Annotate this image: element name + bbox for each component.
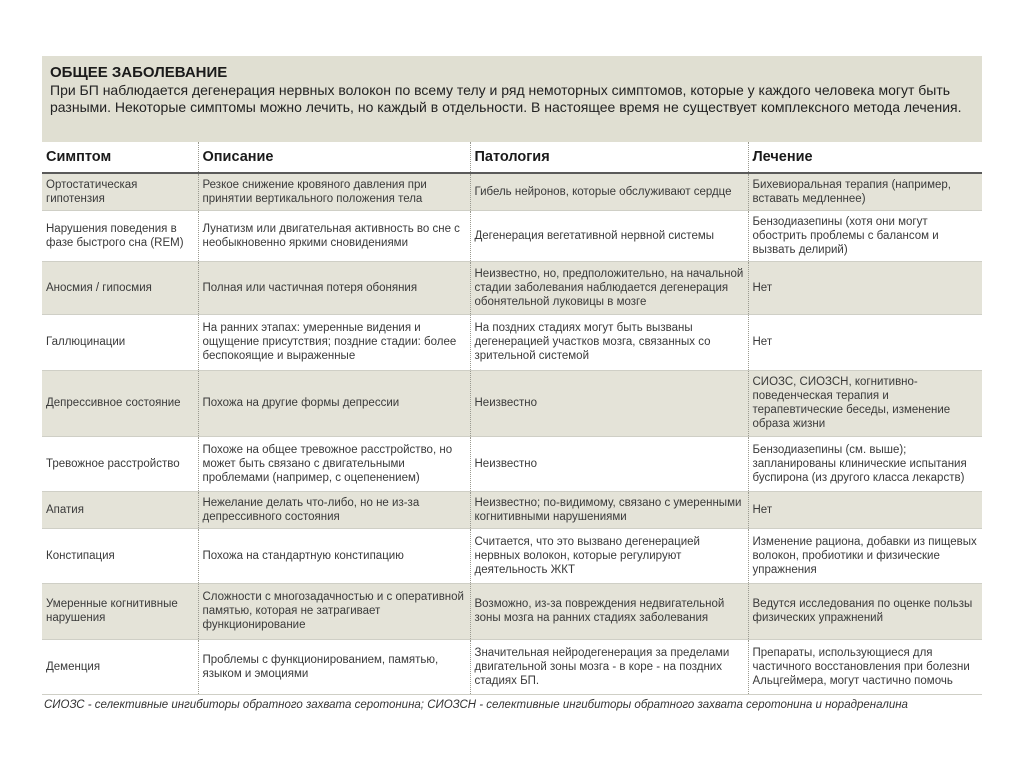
cell-description: Резкое снижение кровяного давления при принятии вертикального положения тела [198,173,470,210]
cell-treatment: Изменение рациона, добавки из пищевых волокон, пробиотики и физические упражнения [748,528,982,583]
cell-symptom: Нарушения поведения в фазе быстрого сна (REM) [42,210,198,261]
cell-description: Похоже на общее тревожное расстройство, но может быть связано с двигательными проблемами (например, с оцепенением) [198,436,470,491]
cell-treatment: Нет [748,261,982,314]
document [42,56,982,711]
cell-treatment: Нет [748,314,982,370]
cell-treatment: Бензодиазепины (хотя они могут обострить проблемы с балансом и вызвать делирий) [748,210,982,261]
cell-description: Сложности с многозадачностью и с оперативной памятью, которая не затрагивает функционирование [198,583,470,639]
cell-pathology: Неизвестно, но, предположительно, на начальной стадии заболевания наблюдается дегенерация обонятельной луковицы в мозге [470,261,748,314]
table-row [42,261,982,314]
cell-symptom: Умеренные когнитивные нарушения [42,583,198,639]
cell-symptom: Аносмия / гипосмия [42,261,198,314]
cell-description: Полная или частичная потеря обоняния [198,261,470,314]
cell-treatment: Препараты, использующиеся для частичного восстановления при болезни Альцгеймера, могут частично помочь [748,639,982,694]
cell-pathology: На поздних стадиях могут быть вызваны дегенерацией участков мозга, связанных со зрительной системой [470,314,748,370]
table-row [42,528,982,583]
cell-description: На ранних этапах: умеренные видения и ощущение присутствия; поздние стадии: более беспокоящие и выраженные [198,314,470,370]
cell-description: Нежелание делать что-либо, но не из-за депрессивного состояния [198,491,470,528]
cell-description: Похожа на другие формы депрессии [198,370,470,436]
cell-description: Похожа на стандартную констипацию [198,528,470,583]
cell-treatment: Бихевиоральная терапия (например, вставать медленнее) [748,173,982,210]
header-text: При БП наблюдается дегенерация нервных волокон по всему телу и ряд немоторных симптомов, которые у каждого человека могут быть разными. Некоторые симптомы можно лечить, но каждый в отдельности. В настоящее время не существует комплексного метода лечения. [50,82,962,115]
column-header-symptom: Симптом [42,142,198,173]
table-row [42,370,982,436]
cell-symptom: Тревожное расстройство [42,436,198,491]
cell-symptom: Ортостатическая гипотензия [42,173,198,210]
cell-pathology: Возможно, из-за повреждения недвигательной зоны мозга на ранних стадиях заболевания [470,583,748,639]
cell-pathology: Неизвестно [470,436,748,491]
cell-pathology: Значительная нейродегенерация за пределами двигательной зоны мозга - в коре - на поздних стадиях БП. [470,639,748,694]
table-row [42,436,982,491]
cell-symptom: Констипация [42,528,198,583]
cell-description: Проблемы с функционированием, памятью, языком и эмоциями [198,639,470,694]
column-header-description: Описание [198,142,470,173]
cell-symptom: Апатия [42,491,198,528]
symptoms-table [42,142,982,695]
cell-description: Лунатизм или двигательная активность во сне с необыкновенно яркими сновидениями [198,210,470,261]
table-row [42,583,982,639]
header-box [42,56,982,142]
cell-pathology: Дегенерация вегетативной нервной системы [470,210,748,261]
cell-treatment: Бензодиазепины (см. выше); запланированы клинические испытания буспирона (из другого класса лекарств) [748,436,982,491]
table-row [42,314,982,370]
table-row [42,210,982,261]
column-header-treatment: Лечение [748,142,982,173]
cell-symptom: Депрессивное состояние [42,370,198,436]
cell-symptom: Галлюцинации [42,314,198,370]
table-row [42,491,982,528]
table-row [42,173,982,210]
cell-treatment: Нет [748,491,982,528]
column-header-pathology: Патология [470,142,748,173]
cell-pathology: Считается, что это вызвано дегенерацией нервных волокон, которые регулируют деятельность ЖКТ [470,528,748,583]
cell-pathology: Неизвестно [470,370,748,436]
cell-pathology: Гибель нейронов, которые обслуживают сердце [470,173,748,210]
cell-symptom: Деменция [42,639,198,694]
table-header-row [42,142,982,173]
cell-treatment: СИОЗС, СИОЗСН, когнитивно-поведенческая терапия и терапевтические беседы, изменение образа жизни [748,370,982,436]
cell-pathology: Неизвестно; по-видимому, связано с умеренными когнитивными нарушениями [470,491,748,528]
table-row [42,639,982,694]
footnote: СИОЗС - селективные ингибиторы обратного захвата серотонина; СИОЗСН - селективные ингибиторы обратного захвата серотонина и норадреналина [44,698,908,711]
cell-treatment: Ведутся исследования по оценке пользы физических упражнений [748,583,982,639]
header-title: ОБЩЕЕ ЗАБОЛЕВАНИЕ [50,64,228,81]
